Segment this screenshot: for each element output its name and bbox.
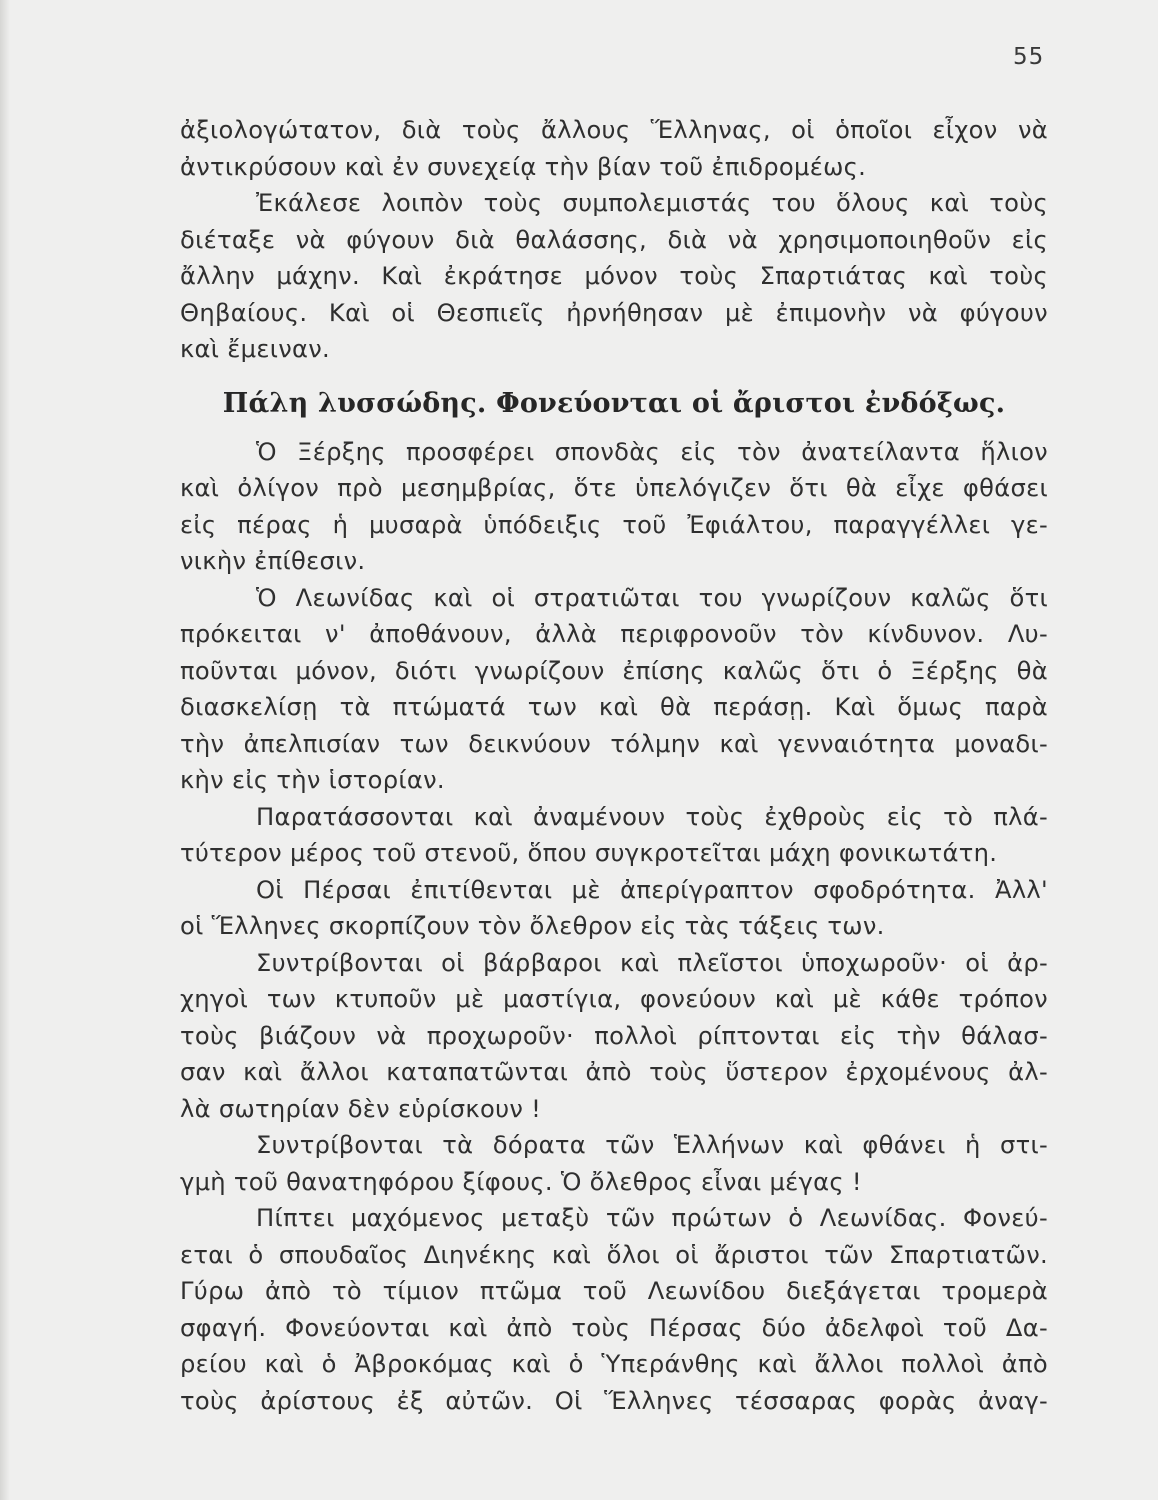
paragraph — [180, 434, 1048, 580]
text-line: καὶ ὀλίγον πρὸ μεσημβρίας, ὅτε ὑπελόγιζεν ὅτι θὰ εἶχε φθάσει — [180, 474, 1048, 502]
text-line: σαν καὶ ἄλλοι καταπατῶνται ἀπὸ τοὺς ὕστερον ἐρχομένους ἀλ- — [180, 1058, 1048, 1086]
paragraph — [180, 580, 1048, 799]
text-line: χηγοὶ των κτυποῦν μὲ μαστίγια, φονεύουν καὶ μὲ κάθε τρόπον — [180, 985, 1048, 1013]
text-line: ἀντικρύσουν καὶ ἐν συνεχείᾳ τὴν βίαν τοῦ ἐπιδρομέως. — [180, 152, 867, 181]
text-line: τύτερον μέρος τοῦ στενοῦ, ὅπου συγκροτεῖται μάχη φονικωτάτη. — [180, 839, 998, 867]
text-line: Παρατάσσονται καὶ ἀναμένουν τοὺς ἐχθροὺς εἰς τὸ πλά- — [256, 802, 1048, 831]
text-line: εται ὁ σπουδαῖος Διηνέκης καὶ ὅλοι οἱ ἄριστοι τῶν Σπαρτιατῶν. — [180, 1240, 1048, 1269]
text-line: εἰς πέρας ἡ μυσαρὰ ὑπόδειξις τοῦ Ἐφιάλτου, παραγγέλλει γε- — [180, 510, 1048, 539]
text-line: ποῦνται μόνον, διότι γνωρίζουν ἐπίσης καλῶς ὅτι ὁ Ξέρξης θὰ — [180, 656, 1048, 685]
text-line: διασκελίσῃ τὰ πτώματά των καὶ θὰ περάσῃ. Καὶ ὅμως παρὰ — [180, 693, 1048, 721]
text-line: τοὺς ἀρίστους ἐξ αὐτῶν. Οἱ Ἕλληνες τέσσαρας φορὰς ἀναγ- — [180, 1386, 1048, 1415]
paragraph — [180, 185, 1048, 368]
text-line: Ὁ Ξέρξης προσφέρει σπονδὰς εἰς τὸν ἀνατείλαντα ἥλιον — [256, 437, 1048, 466]
text-line: Πίπτει μαχόμενος μεταξὺ τῶν πρώτων ὁ Λεωνίδας. Φονεύ- — [256, 1204, 1048, 1232]
body-text — [180, 112, 1048, 1419]
text-line: νικὴν ἐπίθεσιν. — [180, 547, 366, 575]
text-line: Συντρίβονται οἱ βάρβαροι καὶ πλεῖστοι ὑποχωροῦν· οἱ ἀρ- — [256, 948, 1048, 977]
text-line: Ὁ Λεωνίδας καὶ οἱ στρατιῶται του γνωρίζουν καλῶς ὅτι — [256, 583, 1048, 612]
section-heading: Πάλη λυσσώδης. Φονεύονται οἱ ἄριστοι ἐνδόξως. — [222, 387, 1006, 419]
text-line: πρόκειται ν' ἀποθάνουν, ἀλλὰ περιφρονοῦν τὸν κίνδυνον. Λυ- — [180, 620, 1048, 648]
text-line: ρείου καὶ ὁ Ἀβροκόμας καὶ ὁ Ὑπεράνθης καὶ ἄλλοι πολλοὶ ἀπὸ — [180, 1350, 1048, 1378]
text-line: Συντρίβονται τὰ δόρατα τῶν Ἑλλήνων καὶ φθάνει ἡ στι- — [256, 1131, 1048, 1159]
text-line: γμὴ τοῦ θανατηφόρου ξίφους. Ὁ ὄλεθρος εἶναι μέγας ! — [180, 1167, 862, 1196]
paragraph — [180, 1200, 1048, 1419]
paragraph — [180, 112, 1048, 185]
page-gutter-shadow — [0, 0, 10, 1500]
text-line: διέταξε νὰ φύγουν διὰ θαλάσσης, διὰ νὰ χρησιμοποιηθοῦν εἰς — [180, 225, 1048, 254]
paragraph — [180, 945, 1048, 1128]
text-line: ἀξιολογώτατον, διὰ τοὺς ἄλλους Ἕλληνας, οἱ ὁποῖοι εἶχον νὰ — [180, 116, 1048, 144]
page-number: 55 — [1013, 44, 1045, 70]
text-line: τοὺς βιάζουν νὰ προχωροῦν· πολλοὶ ρίπτονται εἰς τὴν θάλασ- — [180, 1021, 1048, 1050]
paragraph — [180, 1127, 1048, 1200]
text-line: Θηβαίους. Καὶ οἱ Θεσπιεῖς ἠρνήθησαν μὲ ἐπιμονὴν νὰ φύγουν — [180, 298, 1048, 327]
paragraph — [180, 799, 1048, 872]
text-line: σφαγή. Φονεύονται καὶ ἀπὸ τοὺς Πέρσας δύο ἀδελφοὶ τοῦ Δα- — [180, 1313, 1048, 1342]
text-line: Οἱ Πέρσαι ἐπιτίθενται μὲ ἀπερίγραπτον σφοδρότητα. Ἀλλ' — [256, 875, 1048, 904]
text-line: κὴν εἰς τὴν ἱστορίαν. — [180, 766, 445, 794]
paragraph — [180, 872, 1048, 945]
text-line: καὶ ἔμειναν. — [180, 335, 331, 363]
text-line: οἱ Ἕλληνες σκορπίζουν τὸν ὄλεθρον εἰς τὰς τάξεις των. — [180, 912, 885, 940]
text-line: Γύρω ἀπὸ τὸ τίμιον πτῶμα τοῦ Λεωνίδου διεξάγεται τρομερὰ — [180, 1277, 1048, 1305]
text-line: Ἐκάλεσε λοιπὸν τοὺς συμπολεμιστάς του ὅλους καὶ τοὺς — [256, 189, 1048, 217]
text-line: λὰ σωτηρίαν δὲν εὑρίσκουν ! — [180, 1094, 542, 1123]
text-line: ἄλλην μάχην. Καὶ ἐκράτησε μόνον τοὺς Σπαρτιάτας καὶ τοὺς — [180, 262, 1048, 290]
text-line: τὴν ἀπελπισίαν των δεικνύουν τόλμην καὶ γενναιότητα μοναδι- — [180, 729, 1048, 758]
